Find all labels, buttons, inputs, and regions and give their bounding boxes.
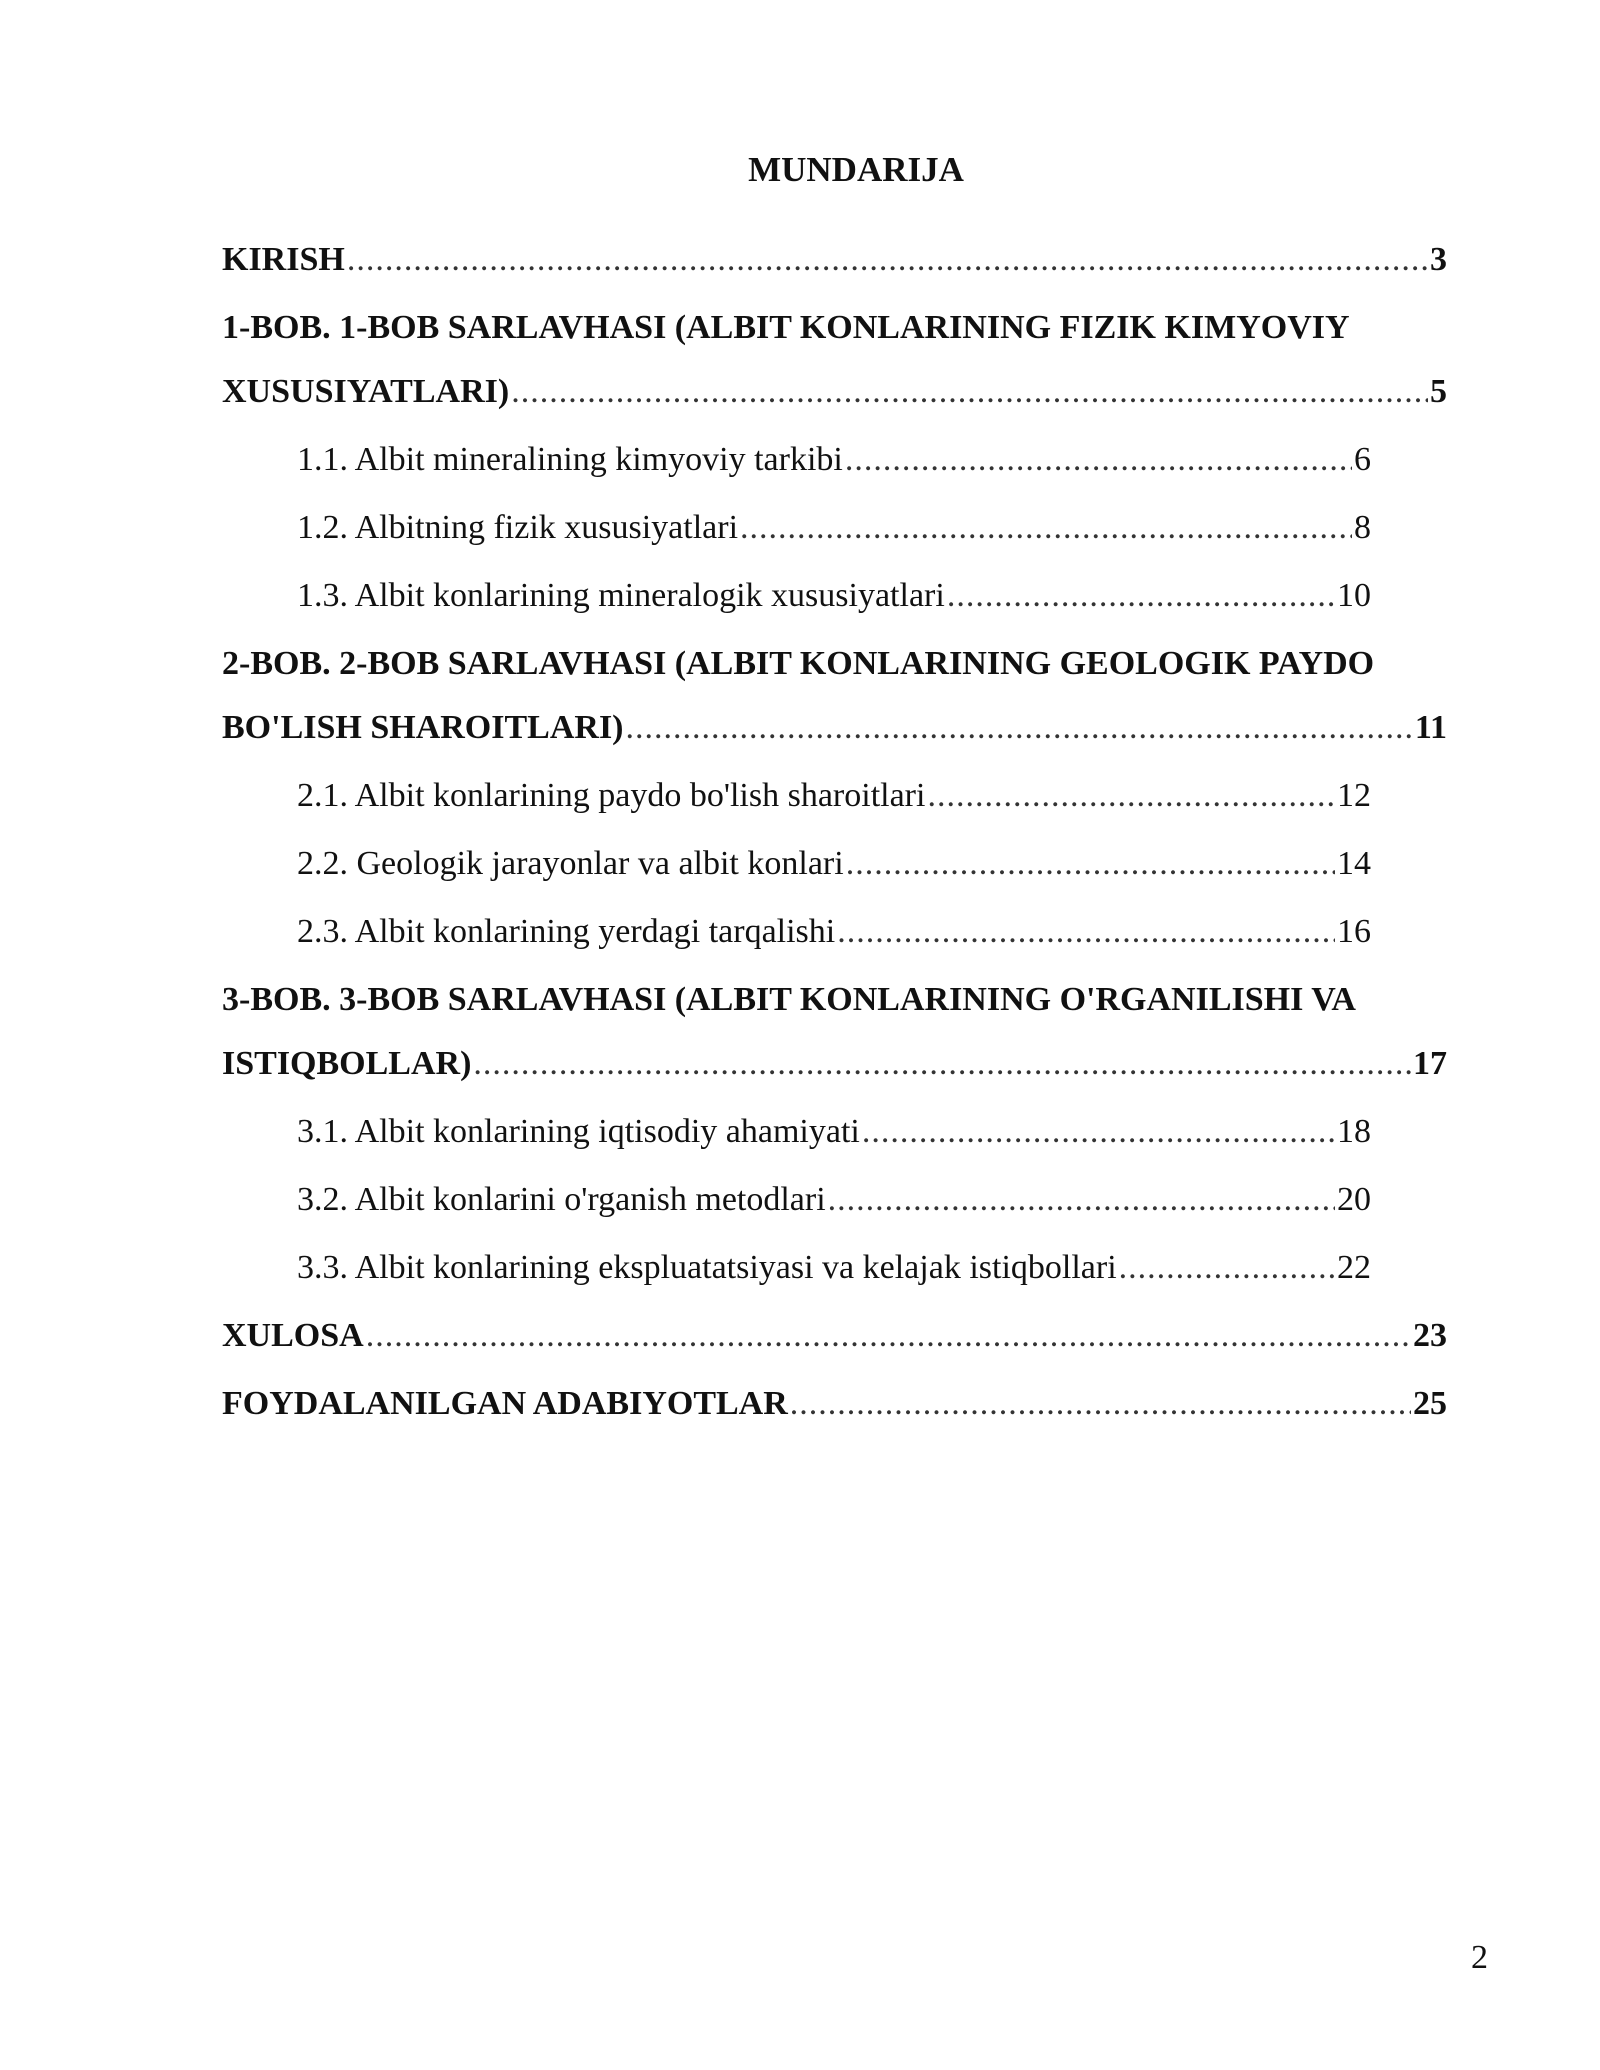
toc-entry-section-1-3[interactable]	[222, 574, 1371, 642]
toc-entry-title: 1.2. Albitning fizik xususiyatlari	[297, 509, 739, 546]
dot-leader	[511, 370, 1428, 414]
toc-entry-chapter-3[interactable]	[222, 1042, 1447, 1110]
toc-entry-page: 17	[1413, 1045, 1447, 1082]
dot-leader	[1119, 1246, 1335, 1290]
toc-entry-section-2-1[interactable]	[222, 774, 1371, 842]
toc-entry-title: 3.2. Albit konlarini o'rganish metodlari	[297, 1181, 826, 1218]
toc-entry-chapter-1[interactable]	[222, 370, 1447, 438]
toc-entry-page: 10	[1337, 577, 1371, 614]
dot-leader	[626, 706, 1413, 750]
page-title: MUNDARIJA	[748, 150, 964, 189]
toc-entry-title: 3.1. Albit konlarining iqtisodiy ahamiyati	[297, 1113, 860, 1150]
toc-entry-page: 8	[1354, 509, 1371, 546]
dot-leader	[740, 506, 1352, 550]
toc-entry-page: 20	[1337, 1181, 1371, 1218]
toc-entry-page: 12	[1337, 777, 1371, 814]
toc-chapter-2-title-line1[interactable]: 2-BOB. 2-BOB SARLAVHASI (ALBIT KONLARINING GEOLOGIK PAYDO	[222, 645, 1375, 682]
toc-entry-section-3-1[interactable]	[222, 1110, 1371, 1178]
toc-entry-section-2-3[interactable]	[222, 910, 1371, 978]
dot-leader	[862, 1110, 1335, 1154]
dot-leader	[845, 438, 1352, 482]
toc-entry-title: 2.2. Geologik jarayonlar va albit konlari	[297, 845, 844, 882]
toc-entry-title: 3.3. Albit konlarining ekspluatatsiyasi va kelajak istiqbollari	[297, 1249, 1117, 1286]
toc-entry-section-3-3[interactable]	[222, 1246, 1371, 1314]
toc-entry-page: 22	[1337, 1249, 1371, 1286]
dot-leader	[846, 842, 1335, 886]
dot-leader	[837, 910, 1335, 954]
toc-entry-title: 1.3. Albit konlarining mineralogik xususiyatlari	[297, 577, 945, 614]
dot-leader	[947, 574, 1335, 618]
toc-entry-title: 1.1. Albit mineralining kimyoviy tarkibi	[297, 441, 843, 478]
toc-entry-title: FOYDALANILGAN ADABIYOTLAR	[222, 1385, 788, 1422]
toc-entry-title: ISTIQBOLLAR)	[222, 1045, 472, 1082]
toc-entry-page: 23	[1413, 1317, 1447, 1354]
dot-leader	[366, 1314, 1411, 1358]
toc-entry-title: KIRISH	[222, 241, 345, 278]
table-of-contents	[222, 238, 1447, 1450]
dot-leader	[790, 1382, 1411, 1426]
dot-leader	[473, 1042, 1411, 1086]
toc-entry-title: 2.1. Albit konlarining paydo bo'lish sharoitlari	[297, 777, 926, 814]
toc-entry-title: XULOSA	[222, 1317, 364, 1354]
toc-entry-section-2-2[interactable]	[222, 842, 1371, 910]
page-number: 2	[1471, 1939, 1488, 1976]
toc-entry-title: BO'LISH SHAROITLARI)	[222, 709, 624, 746]
toc-entry-title: XUSUSIYATLARI)	[222, 373, 510, 410]
toc-entry-page: 11	[1414, 709, 1447, 746]
toc-entry-chapter-2[interactable]	[222, 706, 1447, 774]
toc-entry-page: 18	[1337, 1113, 1371, 1150]
toc-entry-page: 6	[1354, 441, 1371, 478]
toc-entry-page: 14	[1337, 845, 1371, 882]
toc-chapter-1-title-line1[interactable]: 1-BOB. 1-BOB SARLAVHASI (ALBIT KONLARINING FIZIK KIMYOVIY	[222, 309, 1350, 346]
toc-entry-section-1-2[interactable]	[222, 506, 1371, 574]
toc-chapter-3-title-line1[interactable]: 3-BOB. 3-BOB SARLAVHASI (ALBIT KONLARINING O'RGANILISHI VA	[222, 981, 1356, 1018]
dot-leader	[347, 238, 1428, 282]
dot-leader	[828, 1178, 1335, 1222]
toc-entry-section-3-2[interactable]	[222, 1178, 1371, 1246]
toc-entry-page: 25	[1413, 1385, 1447, 1422]
toc-entry-intro[interactable]	[222, 238, 1447, 306]
toc-entry-title: 2.3. Albit konlarining yerdagi tarqalishi	[297, 913, 836, 950]
toc-entry-page: 5	[1430, 373, 1447, 410]
toc-entry-page: 3	[1430, 241, 1447, 278]
toc-entry-page: 16	[1337, 913, 1371, 950]
toc-entry-section-1-1[interactable]	[222, 438, 1371, 506]
toc-entry-references[interactable]	[222, 1382, 1447, 1450]
dot-leader	[927, 774, 1335, 818]
toc-entry-conclusion[interactable]	[222, 1314, 1447, 1382]
